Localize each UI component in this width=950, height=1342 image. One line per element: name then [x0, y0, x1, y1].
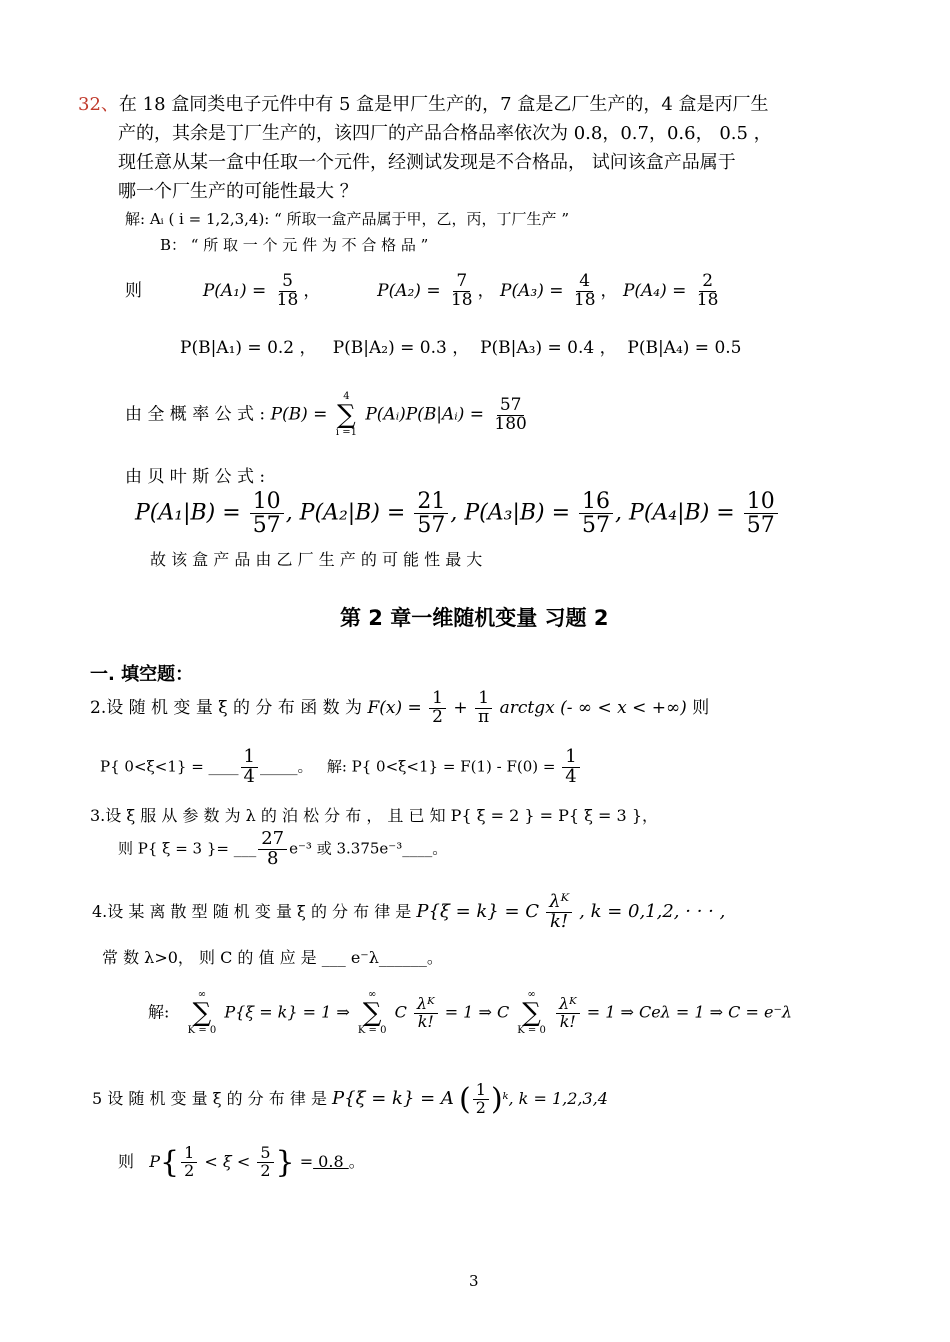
bayes-results: P(A₁|B) = $\frac{10}{57}$ , P(A₂|B) = $\frac{21}{57}$ , P(A₃|B) = $\frac{16}{57}$ , P(A₄|B) = $\frac{10}{57}$ [135, 490, 780, 537]
question-5-answer: 则 P{ $\frac{1}{2}$ < ξ < $\frac{5}{2}$ } = 0.8 。 [118, 1143, 365, 1180]
conditional-probabilities: P(B|A₁) = 0.2 ， P(B|A₂) = 0.3 ， P(B|A₃) = 0.4 ， P(B|A₄) = 0.5 [180, 338, 742, 358]
total-probability: 由 全 概 率 公 式 : P(B) = 4 ∑ i =1 P(Aᵢ)P(B|Aᵢ) = $\frac{57}{180}$ [125, 391, 527, 438]
question-5: 5 设 随 机 变 量 ξ 的 分 布 律 是 P{ξ = k} = A ( $\frac{1}{2}$ )ᵏ, k = 1,2,3,4 [92, 1080, 608, 1117]
problem-32-line1: 32、在 18 盒同类电子元件中有 5 盒是甲厂生产的，7 盒是乙厂生产的，4 盒是丙厂生 [78, 94, 769, 115]
answer-blank: 0.8 [313, 1152, 349, 1171]
question-4-solution: 解: ∞ ∑ K = 0 P{ξ = k} = 1 ⇒ ∞ ∑ K = 0 C $\frac{\text{λᴷ}}{k!}$ = 1 ⇒ C ∞ ∑ K = 0 $\frac{\text{λᴷ}}{k!}$ = 1 ⇒ Ceλ = 1 ⇒ C = e⁻λ [148, 989, 793, 1036]
problem-number: 32、 [78, 94, 119, 115]
question-4: 4.设 某 离 散 型 随 机 变 量 ξ 的 分 布 律 是 P{ξ = k} = C $\frac{\text{λᴷ}}{k!}$ , k = 0,1,2, · · · , [92, 891, 726, 932]
problem-32-line2: 产的，其余是丁厂生产的，该四厂的产品合格品率依次为 0.8，0.7，0.6， 0.5 ， [118, 123, 772, 144]
problem-32-line3: 现任意从某一盒中任取一个元件，经测试发现是不合格品， 试问该盒产品属于 [118, 152, 736, 173]
problem-32-line4: 哪一个厂生产的可能性最大 ？ [118, 181, 358, 202]
question-4-answer: 常 数 λ>0， 则 C 的 值 应 是 ___ e⁻λ______。 [102, 948, 443, 967]
section-heading: 一. 填空题： [90, 664, 194, 685]
prior-probabilities: 则 P(A₁) = $\frac{5}{18}$ ， P(A₂) = $\frac{7}{18}$ ， P(A₃) = $\frac{4}{18}$ ， P(A₄) = $\frac{2}{18}$ [125, 271, 719, 310]
chapter-title: 第 2 章一维随机变量 习题 2 [340, 606, 609, 630]
conclusion: 故 该 盒 产 品 由 乙 厂 生 产 的 可 能 性 最 大 [150, 550, 483, 569]
solution-events-a: 解: Aᵢ ( i = 1,2,3,4): “ 所取一盒产品属于甲，乙，丙，丁厂生产 ” [125, 210, 569, 228]
bayes-label: 由 贝 叶 斯 公 式 : [125, 467, 266, 487]
solution-event-b: B： “ 所 取 一 个 元 件 为 不 合 格 品 ” [160, 236, 429, 254]
page-number: 3 [469, 1272, 479, 1290]
question-2: 2.设 随 机 变 量 ξ 的 分 布 函 数 为 F(x) = $\frac{1}{2}$ + $\frac{1}{\pi}$ arctgx (- ∞ < x < +∞) 则 [90, 688, 710, 727]
question-3: 3.设 ξ 服 从 参 数 为 λ 的 泊 松 分 布 ， 且 已 知 P{ ξ = 2 } = P{ ξ = 3 }， [90, 806, 658, 825]
question-3-answer: 则 P{ ξ = 3 }= ___ $\frac{27}{8}$ e⁻³ 或 3.375e⁻³____。 [118, 828, 448, 869]
question-2-answer: P{ 0<ξ<1} = ____ $\frac{1}{4}$ _____。 解: P{ 0<ξ<1} = F(1) - F(0) = $\frac{1}{4}$ [100, 748, 582, 787]
